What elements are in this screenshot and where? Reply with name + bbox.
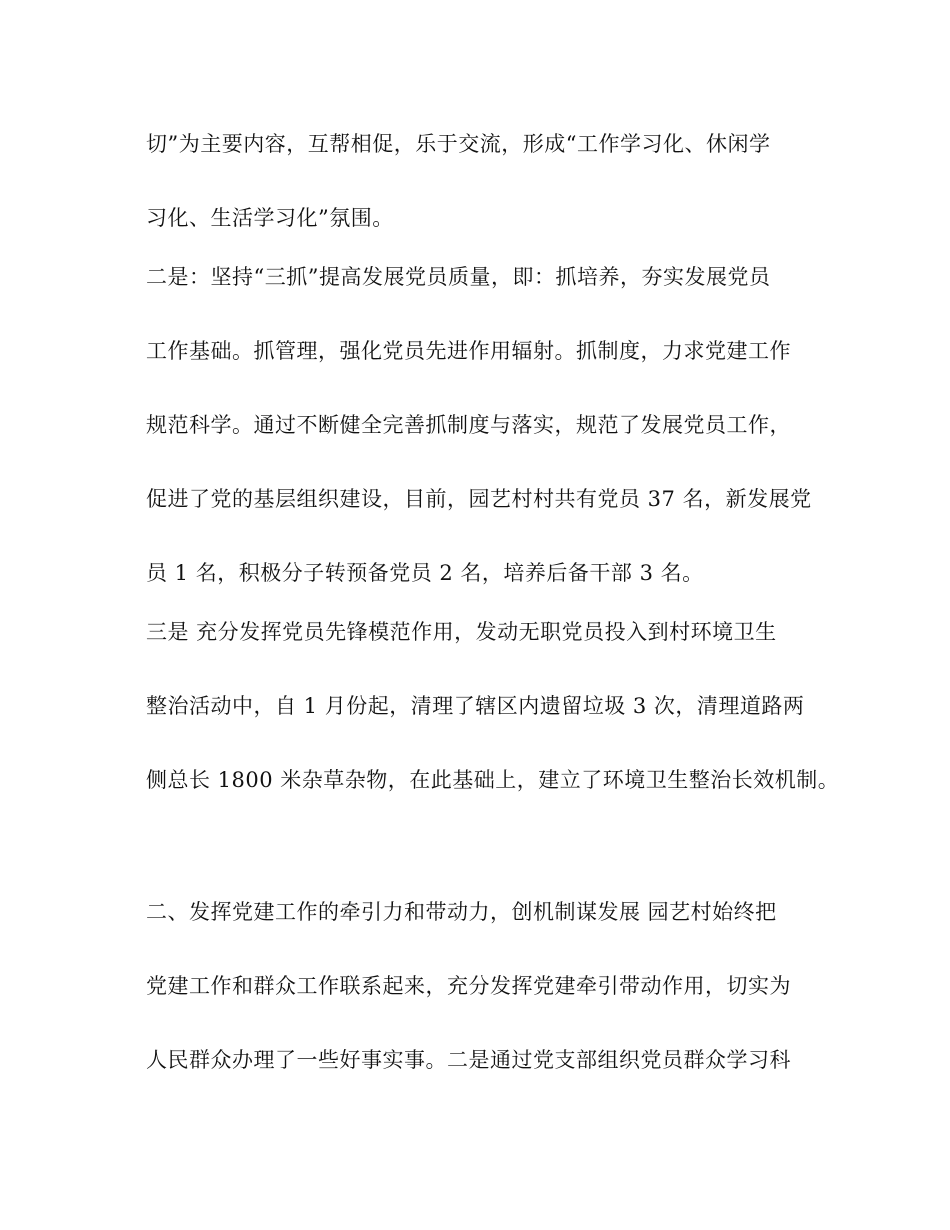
paragraph-line-6: 促进了党的基层组织建设，目前，园艺村村共有党员 37 名，新发展党 [146,487,812,511]
paragraph-line-3: 二是：坚持“三抓”提高发展党员质量，即：抓培养，夯实发展党员 [146,265,771,289]
paragraph-line-2: 习化、生活学习化”氛围。 [146,206,394,230]
paragraph-line-5: 规范科学。通过不断健全完善抓制度与落实，规范了发展党员工作， [146,413,791,437]
paragraph-line-4: 工作基础。抓管理，强化党员先进作用辐射。抓制度，力求党建工作 [146,339,791,363]
paragraph-line-8: 三是 充分发挥党员先锋模范作用，发动无职党员投入到村环境卫生 [146,620,777,644]
paragraph-line-10: 侧总长 1800 米杂草杂物，在此基础上，建立了环境卫生整治长效机制。 [146,768,840,792]
section-heading-line: 二、发挥党建工作的牵引力和带动力，创机制谋发展 园艺村始终把 [146,900,777,924]
paragraph-line-13: 人民群众办理了一些好事实事。二是通过党支部组织党员群众学习科 [146,1048,791,1072]
paragraph-line-9: 整治活动中，自 1 月份起，清理了辖区内遗留垃圾 3 次，清理道路两 [146,694,805,718]
paragraph-line-1: 切”为主要内容，互帮相促，乐于交流，形成“工作学习化、休闲学 [146,132,771,156]
paragraph-line-12: 党建工作和群众工作联系起来，充分发挥党建牵引带动作用，切实为 [146,974,791,998]
paragraph-line-7: 员 1 名，积极分子转预备党员 2 名，培养后备干部 3 名。 [146,561,704,585]
